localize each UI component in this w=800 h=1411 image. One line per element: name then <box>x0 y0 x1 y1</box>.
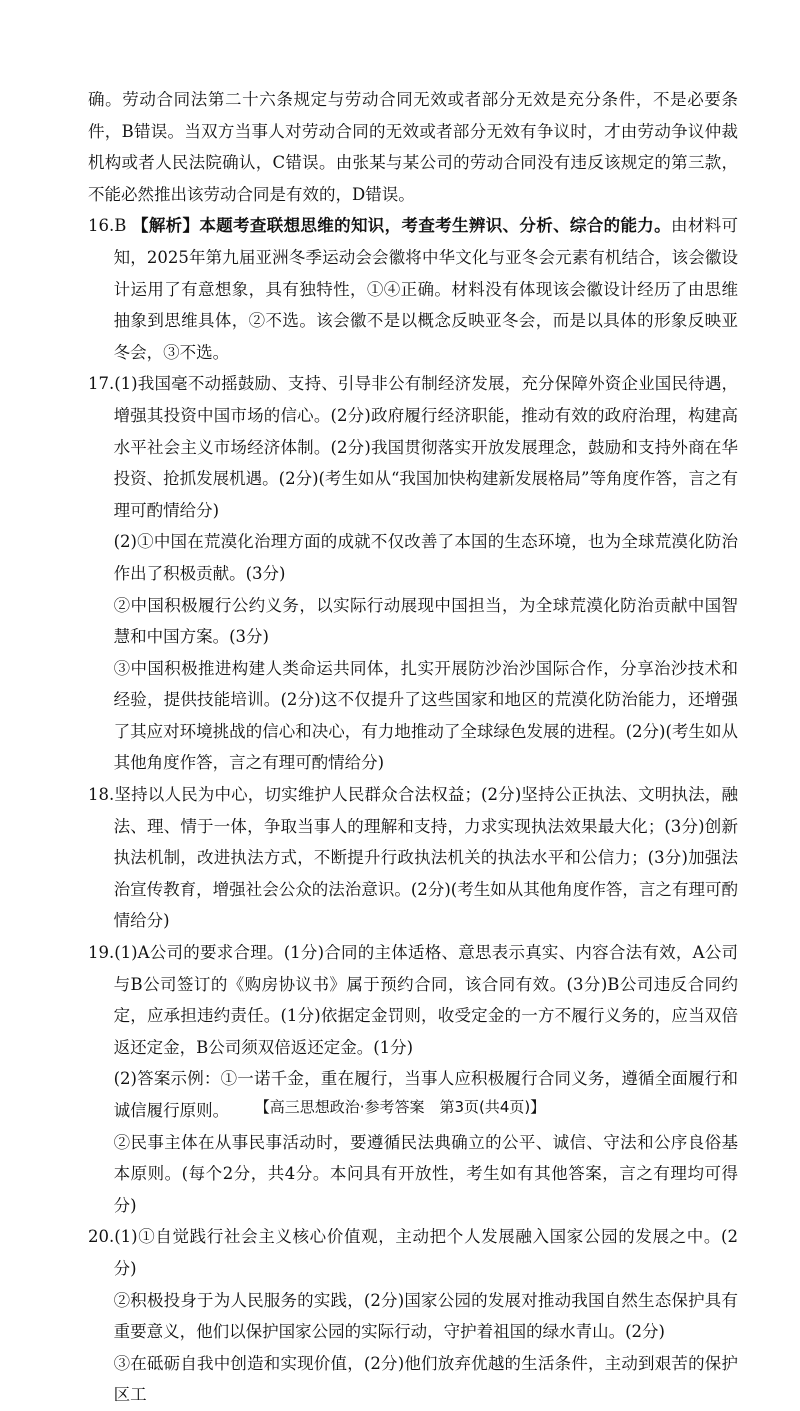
question-18 <box>88 779 738 937</box>
answer-content <box>88 84 738 1411</box>
q17-part1: (1)我国毫不动摇鼓励、支持、引导非公有制经济发展，充分保障外资企业国民待遇，增强其投资中国市场的信心。(2分)政府履行经济职能，推动有效的政府治理，构建高水平社会主义市场经济体制。(2分)我国贯彻落实开放发展理念，鼓励和支持外商在华投资、抢抓发展机遇。(2分)(考生如从“我国加快构建新发展格局”等角度作答，言之有理可酌情给分) <box>113 374 738 520</box>
q16-analysis-label: 【解析】本题考查联想思维的知识，考查考生辨识、分析、综合的能力。 <box>131 216 671 236</box>
q18-number: 18. <box>88 785 115 805</box>
question-19 <box>88 937 738 1063</box>
q20-part1: (1)①自觉践行社会主义核心价值观，主动把个人发展融入国家公园的发展之中。(2分) <box>113 1227 738 1278</box>
q19-number: 19. <box>88 943 115 963</box>
q17-number: 17. <box>88 374 115 394</box>
q20-part2: ②积极投身于为人民服务的实践，(2分)国家公园的发展对推动我国自然生态保护具有重要意义，他们以保护国家公园的实际行动，守护着祖国的绿水青山。(2分) <box>113 1290 738 1342</box>
q16-answer: B <box>114 216 127 236</box>
q18-text: 坚持以人民为中心，切实维护人民群众合法权益；(2分)坚持公正执法、文明执法，融法、理、情于一体，争取当事人的理解和支持，力求实现执法效果最大化；(3分)创新执法机制，改进执法方式，不断提升行政执法机关的执法水平和公信力；(3分)加强法治宣传教育，增强社会公众的法治意识。(2分)(考生如从其他角度作答，言之有理可酌情给分) <box>113 785 738 931</box>
q19-part1: (1)A公司的要求合理。(1分)合同的主体适格、意思表示真实、内容合法有效，A公司与B公司签订的《购房协议书》属于预约合同，该合同有效。(3分)B公司违反合同约定，应承担违约责任。(1分)依据定金罚则，收受定金的一方不履行义务的，应当双倍返还定金，B公司须双倍返还定金。(1分) <box>113 943 738 1057</box>
q16-text: 由材料可知，2025年第九届亚洲冬季运动会会徽将中华文化与亚冬会元素有机结合，该会徽设计运用了有意想象，具有独特性，①④正确。材料没有体现该会徽设计经历了由思维抽象到思维具体，②不选。该会徽不是以概念反映亚冬会，而是以具体的形象反映亚冬会，③不选。 <box>113 216 739 362</box>
page-footer: 【高三思想政治·参考答案 第3页(共4页)】 <box>254 1098 546 1116</box>
question-16 <box>88 210 738 368</box>
q17-part2: (2)①中国在荒漠化治理方面的成就不仅改善了本国的生态环境，也为全球荒漠化防治作出了积极贡献。(3分) <box>113 532 738 583</box>
q17-part4: ③中国积极推进构建人类命运共同体，扎实开展防沙治沙国际合作，分享治沙技术和经验，提供技能培训。(2分)这不仅提升了这些国家和地区的荒漠化防治能力，还增强了其应对环境挑战的信心和决心，有力地推动了全球绿色发展的进程。(2分)(考生如从其他角度作答，言之有理可酌情给分) <box>113 658 738 773</box>
q19-part3: ②民事主体在从事民事活动时，要遵循民法典确立的公平、诚信、守法和公序良俗基本原则。(每个2分，共4分。本问具有开放性，考生如有其他答案，言之有理均可得分) <box>113 1132 738 1215</box>
q20-number: 20. <box>88 1227 115 1247</box>
q17-part3: ②中国积极履行公约义务，以实际行动展现中国担当，为全球荒漠化防治贡献中国智慧和中国方案。(3分) <box>113 595 738 647</box>
question-20 <box>88 1221 738 1284</box>
question-17 <box>88 368 738 526</box>
q20-part3: ③在砥砺自我中创造和实现价值，(2分)他们放弃优越的生活条件，主动到艰苦的保护区工 <box>113 1353 738 1405</box>
q19-part2: (2)答案示例：①一诺千金，重在履行，当事人应积极履行合同义务，遵循全面履行和诚信履行原则。 <box>113 1069 738 1120</box>
q16-number: 16. <box>88 216 115 236</box>
intro-paragraph: 确。劳动合同法第二十六条规定与劳动合同无效或者部分无效是充分条件，不是必要条件，B错误。当双方当事人对劳动合同的无效或者部分无效有争议时，才由劳动争议仲裁机构或者人民法院确认，C错误。由张某与某公司的劳动合同没有违反该规定的第三款，不能必然推出该劳动合同是有效的，D错误。 <box>88 90 738 204</box>
